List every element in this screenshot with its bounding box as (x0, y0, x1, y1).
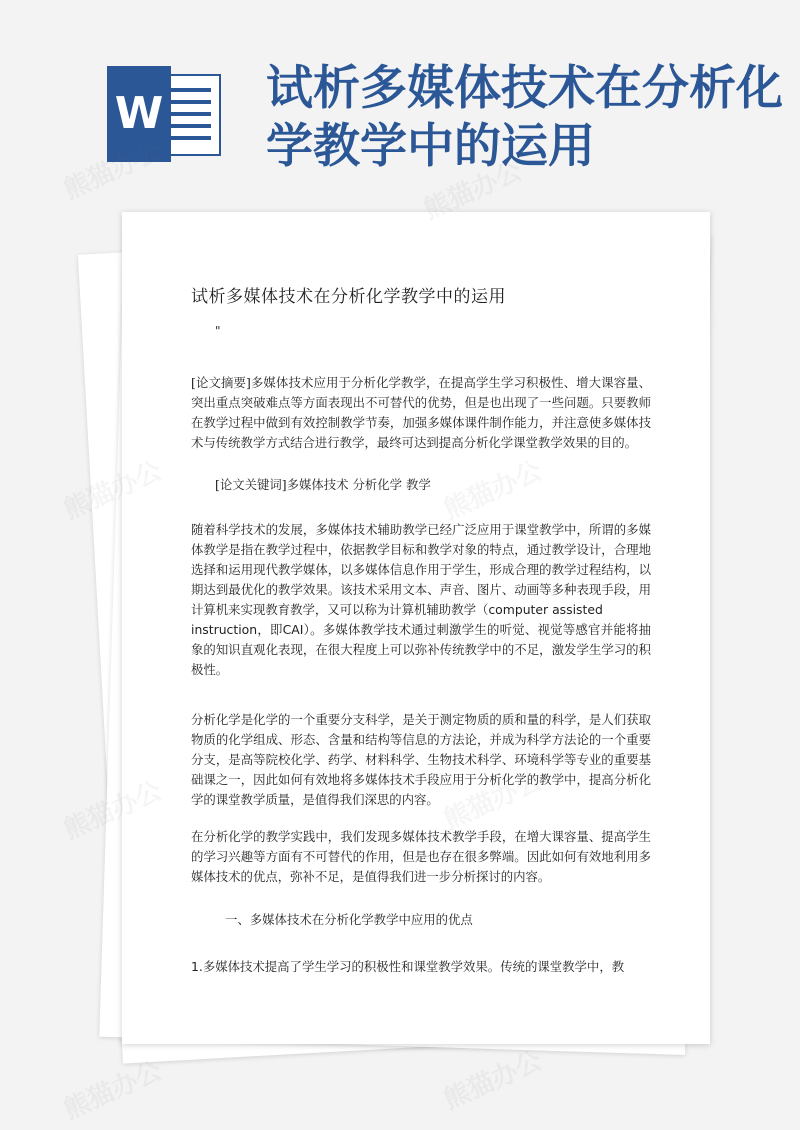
teaching-practice-paragraph: 在分析化学的教学实践中，我们发现多媒体技术教学手段，在增大课容量、提高学生的学习兴趣等方面有不可替代的作用，但是也存在很多弊端。因此如何有效地利用多媒体技术的优点，弥补不足，是值得我们进一步分析探讨的内容。 (191, 829, 651, 884)
point-1-text: 多媒体技术提高了学生学习的积极性和课堂教学效果。传统的课堂教学中，教 (202, 959, 625, 974)
analytical-chemistry-paragraph: 分析化学是化学的一个重要分支科学，是关于测定物质的质和量的科学，是人们获取物质的化学组成、形态、含量和结构等信息的方法论，并成为科学方法论的一个重要分支，是高等院校化学、药学、材料科学、生物技术科学、环境科学等专业的重要基础课之一，因此如何有效地将多媒体技术手段应用于分析化学的教学中，提高分析化学的课堂教学质量，是值得我们深思的内容。 (191, 712, 651, 807)
document-title: 试析多媒体技术在分析化学教学中的运用 (191, 287, 506, 307)
watermark: 熊猫办公 (59, 135, 167, 206)
abstract-paragraph: [论文摘要]多媒体技术应用于分析化学教学，在提高学生学习积极性、增大课容量、突出重点突破难点等方面表现出不可替代的优势，但是也出现了一些问题。只要教师在教学过程中做到有效控制教学节奏，加强多媒体课件制作能力，并注意使多媒体技术与传统教学方式结合进行教学，最终可达到提高分析化学课堂教学效果的目的。 (191, 375, 651, 450)
section-heading: 一、多媒体技术在分析化学教学中应用的优点 (225, 912, 473, 927)
watermark: 熊猫办公 (439, 1045, 547, 1116)
quote-mark: " (215, 324, 221, 338)
intro-text-2: ）。多媒体教学技术通过刺激学生的听觉、视觉等感官并能将抽象的知识直观化表现，在很大程度上可以弥补传统教学中的不足，激发学生学习的积极性。 (191, 622, 651, 677)
point-1-number: 1. (191, 959, 203, 974)
watermark: 熊猫办公 (59, 1055, 167, 1126)
intro-text-1: 随着科学技术的发展，多媒体技术辅助教学已经广泛应用于课堂教学中，所谓的多媒体教学是指在教学过程中，依据教学目标和教学对象的特点，通过教学设计，合理地选择和运用现代教学媒体，以多媒体信息作用于学生，形成合理的教学过程结构，以期达到最优化的教学效果。该技术采用文本、声音、图片、动画等多种表现手段，用计算机来实现教育教学，又可以称为计算机辅助教学（ (191, 522, 651, 617)
intro-paragraph (191, 520, 651, 680)
banner-title: 试析多媒体技术在分析化学教学中的运用 (266, 61, 783, 174)
word-icon: W (107, 66, 171, 162)
keywords-line: [论文关键词]多媒体技术 分析化学 教学 (215, 477, 431, 492)
watermark: 熊猫办公 (419, 155, 527, 226)
word-logo (107, 66, 225, 162)
point-1-paragraph (191, 957, 651, 977)
intro-latin-1: computer assisted (488, 602, 603, 617)
intro-latin-2: instruction，即CAI (191, 622, 304, 637)
